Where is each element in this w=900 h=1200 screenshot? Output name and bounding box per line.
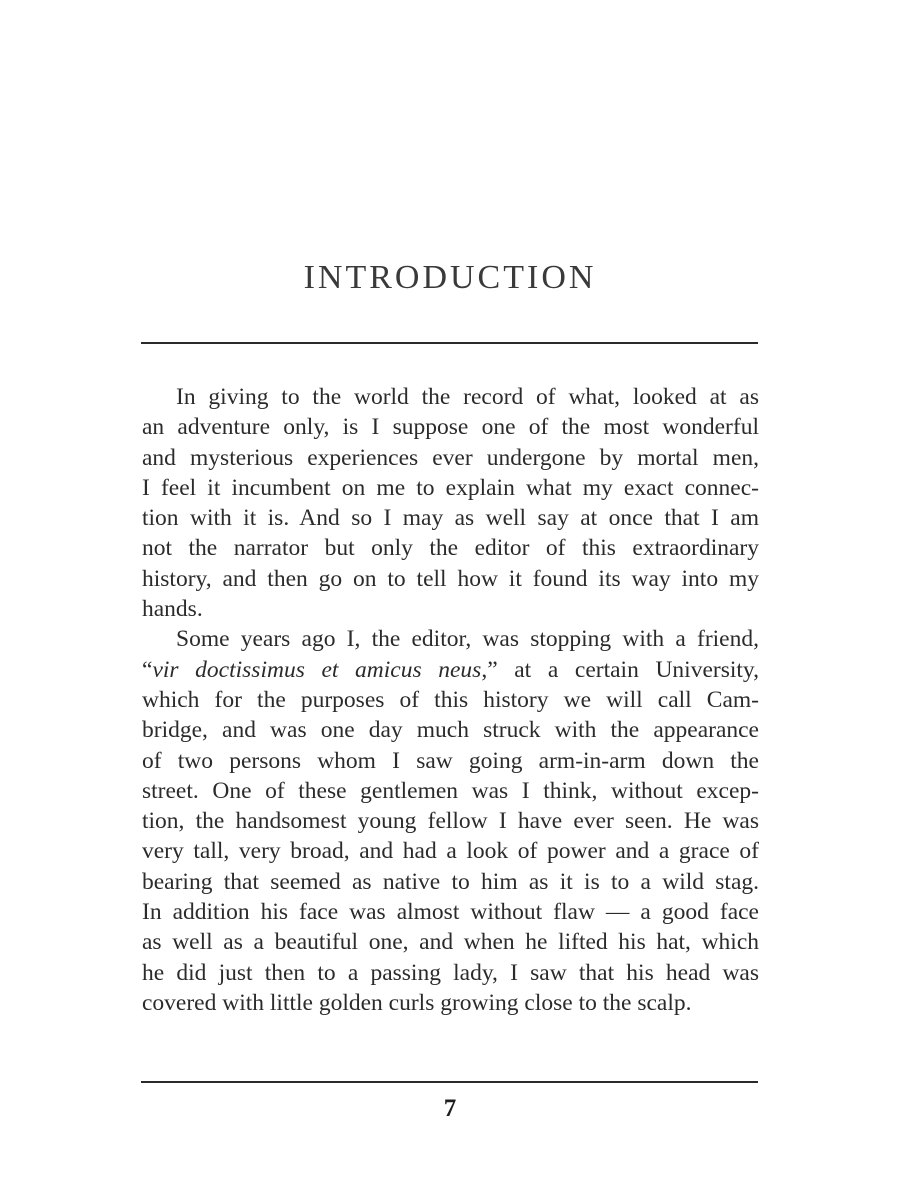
text-line: an adventure only, is I suppose one of the most wonderful <box>142 414 759 441</box>
open-quote: “ <box>142 656 153 683</box>
text-line: In giving to the world the record of what, looked at as <box>176 384 759 410</box>
chapter-title: INTRODUCTION <box>303 259 597 296</box>
quote-continuation: ,” at a certain University, <box>481 656 759 683</box>
paragraph-2 <box>142 624 759 1018</box>
text-line: bearing that seemed as native to him as it is to a wild stag. <box>142 868 759 895</box>
text-line: not the narrator but only the editor of this extraordinary <box>142 535 759 562</box>
text-line: and mysterious experiences ever undergone by mortal men, <box>142 444 759 471</box>
text-line-with-latin-quote <box>142 655 759 685</box>
text-line: Some years ago I, the editor, was stopping with a friend, <box>176 626 759 653</box>
text-line: tion with it is. And so I may as well say at once that I am <box>142 505 759 532</box>
latin-quote: vir doctissimus et amicus neus <box>152 656 482 683</box>
text-line: covered with little golden curls growing close to the scalp. <box>142 989 692 1016</box>
text-line: I feel it incumbent on me to explain what my exact connec- <box>142 474 759 501</box>
text-line: which for the purposes of this history we will call Cam- <box>142 686 759 713</box>
body-text <box>142 382 759 1018</box>
text-line: tion, the handsomest young fellow I have ever seen. He was <box>142 808 759 835</box>
text-line: In addition his face was almost without flaw — a good face <box>142 899 759 926</box>
page-number: 7 <box>443 1095 457 1122</box>
text-line: street. One of these gentlemen was I think, without excep- <box>142 777 759 804</box>
text-line: hands. <box>142 596 203 623</box>
text-line: as well as a beautiful one, and when he lifted his hat, which <box>142 929 759 956</box>
text-line: bridge, and was one day much struck with the appearance <box>142 717 759 744</box>
text-line: history, and then go on to tell how it found its way into my <box>142 565 759 592</box>
text-line: he did just then to a passing lady, I saw that his head was <box>142 959 759 986</box>
bottom-rule <box>141 1081 758 1083</box>
top-rule <box>141 342 758 344</box>
paragraph-1 <box>142 382 759 624</box>
text-line: very tall, very broad, and had a look of power and a grace of <box>142 838 759 865</box>
text-line: of two persons whom I saw going arm-in-arm down the <box>142 747 759 774</box>
